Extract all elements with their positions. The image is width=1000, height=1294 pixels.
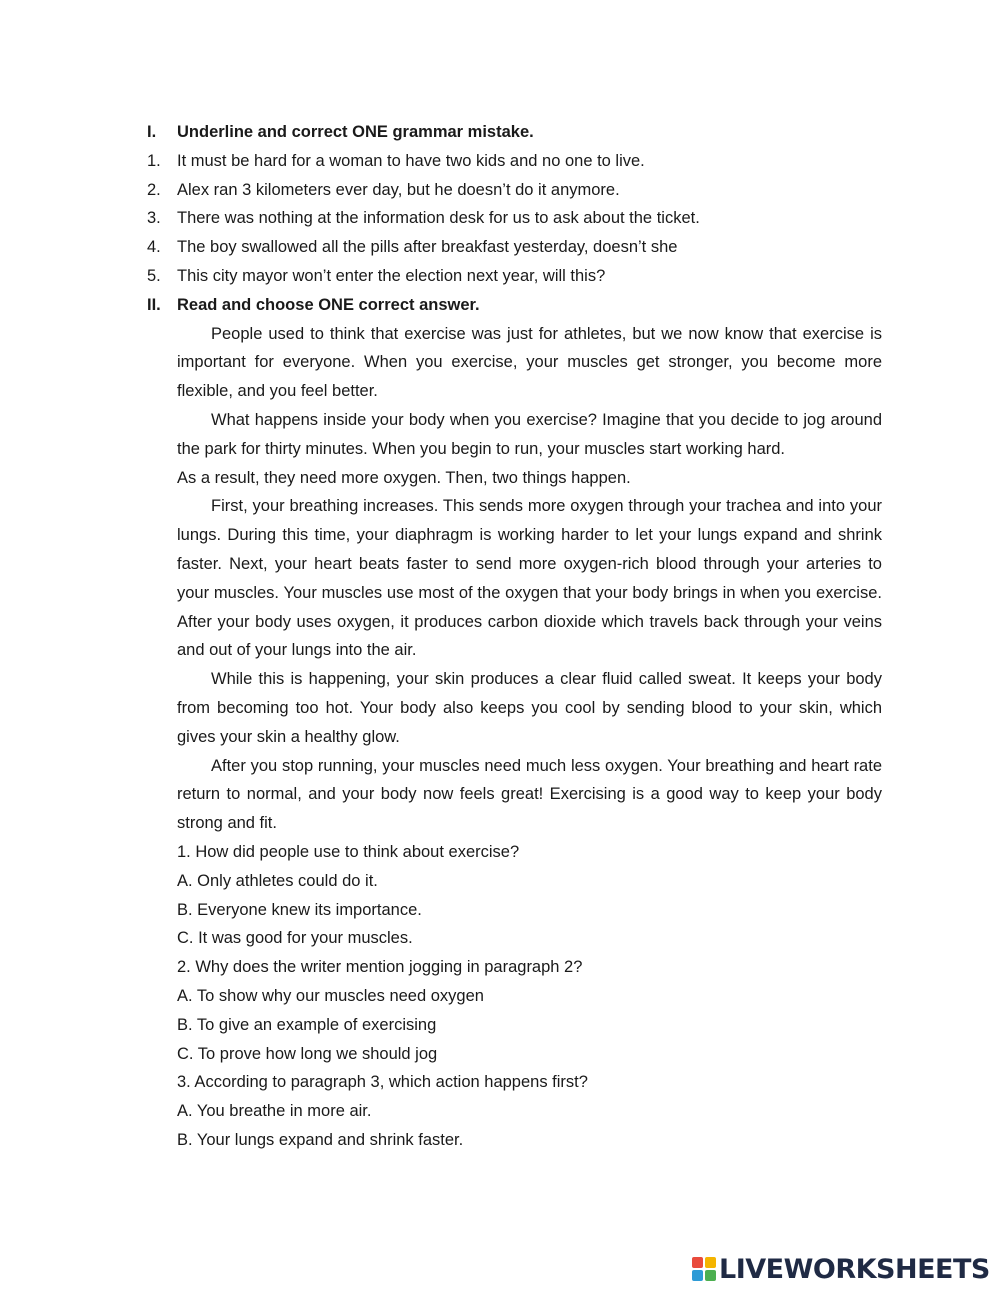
reading-paragraph: While this is happening, your skin produces a clear fluid called sweat. It keeps your body from becoming too hot. Your body also keeps you cool by sending blood to your skin, which gives your skin a healthy glow. (177, 670, 882, 746)
item-sentence[interactable]: It must be hard for a woman to have two kids and no one to live. (177, 151, 645, 170)
section-1-heading (0, 118, 882, 147)
section-1-numeral: I. (147, 123, 157, 141)
item-sentence[interactable]: There was nothing at the information desk for us to ask about the ticket. (177, 209, 700, 228)
item-sentence[interactable]: This city mayor won’t enter the election next year, will this? (177, 266, 606, 285)
logo-text: LIVEWORKSHEETS (719, 1253, 990, 1285)
item-number: 3. (147, 209, 161, 228)
section-2-heading (0, 291, 882, 320)
answer-option[interactable]: A. Only athletes could do it. (177, 871, 378, 890)
reading-paragraph: What happens inside your body when you exercise? Imagine that you decide to jog around the park for thirty minutes. When you begin to run, your muscles start working hard. (177, 410, 882, 458)
grammar-item (0, 147, 882, 176)
question: 1. How did people use to think about exercise? (177, 842, 520, 861)
worksheet (0, 118, 1000, 1155)
section-2-title: Read and choose ONE correct answer. (177, 295, 480, 314)
item-number: 4. (147, 238, 161, 257)
answer-option[interactable]: C. It was good for your muscles. (177, 929, 413, 948)
logo-square (705, 1257, 716, 1268)
liveworksheets-logo (692, 1252, 990, 1286)
grammar-item (0, 176, 882, 205)
section-1-title: Underline and correct ONE grammar mistake. (177, 123, 534, 141)
grammar-item (0, 204, 882, 233)
item-sentence[interactable]: Alex ran 3 kilometers ever day, but he doesn’t do it anymore. (177, 180, 620, 199)
liveworksheets-logo-icon (692, 1257, 716, 1281)
logo-square (692, 1270, 703, 1281)
reading-paragraph: People used to think that exercise was just for athletes, but we now know that exercise is important for everyone. When you exercise, your muscles get stronger, you become more flexible, and you feel better. (177, 324, 882, 401)
item-number: 1. (147, 151, 161, 170)
logo-square (692, 1257, 703, 1268)
logo-square (705, 1270, 716, 1281)
reading-paragraph: As a result, they need more oxygen. Then, two things happen. (177, 468, 631, 487)
answer-option[interactable]: B. To give an example of exercising (177, 1015, 437, 1034)
reading-paragraph: After you stop running, your muscles need much less oxygen. Your breathing and heart rate return to normal, and your body now feels great! Exercising is a good way to keep your body strong and fit. (177, 756, 882, 833)
answer-option[interactable]: C. To prove how long we should jog (177, 1044, 438, 1063)
answer-option[interactable]: B. Everyone knew its importance. (177, 900, 422, 919)
answer-option[interactable]: A. You breathe in more air. (177, 1102, 372, 1121)
grammar-item (0, 233, 882, 262)
item-number: 5. (147, 266, 161, 285)
answer-option[interactable]: B. Your lungs expand and shrink faster. (177, 1130, 464, 1149)
item-sentence[interactable]: The boy swallowed all the pills after breakfast yesterday, doesn’t she (177, 238, 678, 257)
question: 2. Why does the writer mention jogging in paragraph 2? (177, 958, 583, 977)
grammar-item (0, 262, 882, 291)
item-number: 2. (147, 180, 161, 199)
reading-paragraph: First, your breathing increases. This sends more oxygen through your trachea and into your lungs. During this time, your diaphragm is working harder to let your lungs expand and shrink faster. Next, your heart beats faster to send more oxygen-rich blood through your arteries to your muscles. Your muscles use most of the oxygen that your body brings in when you exercise. After your body uses oxygen, it produces carbon dioxide which travels back through your veins and out of your lungs into the air. (177, 497, 882, 660)
answer-option[interactable]: A. To show why our muscles need oxygen (177, 986, 484, 1005)
section-2-numeral: II. (147, 295, 161, 314)
question: 3. According to paragraph 3, which action happens first? (177, 1073, 588, 1092)
